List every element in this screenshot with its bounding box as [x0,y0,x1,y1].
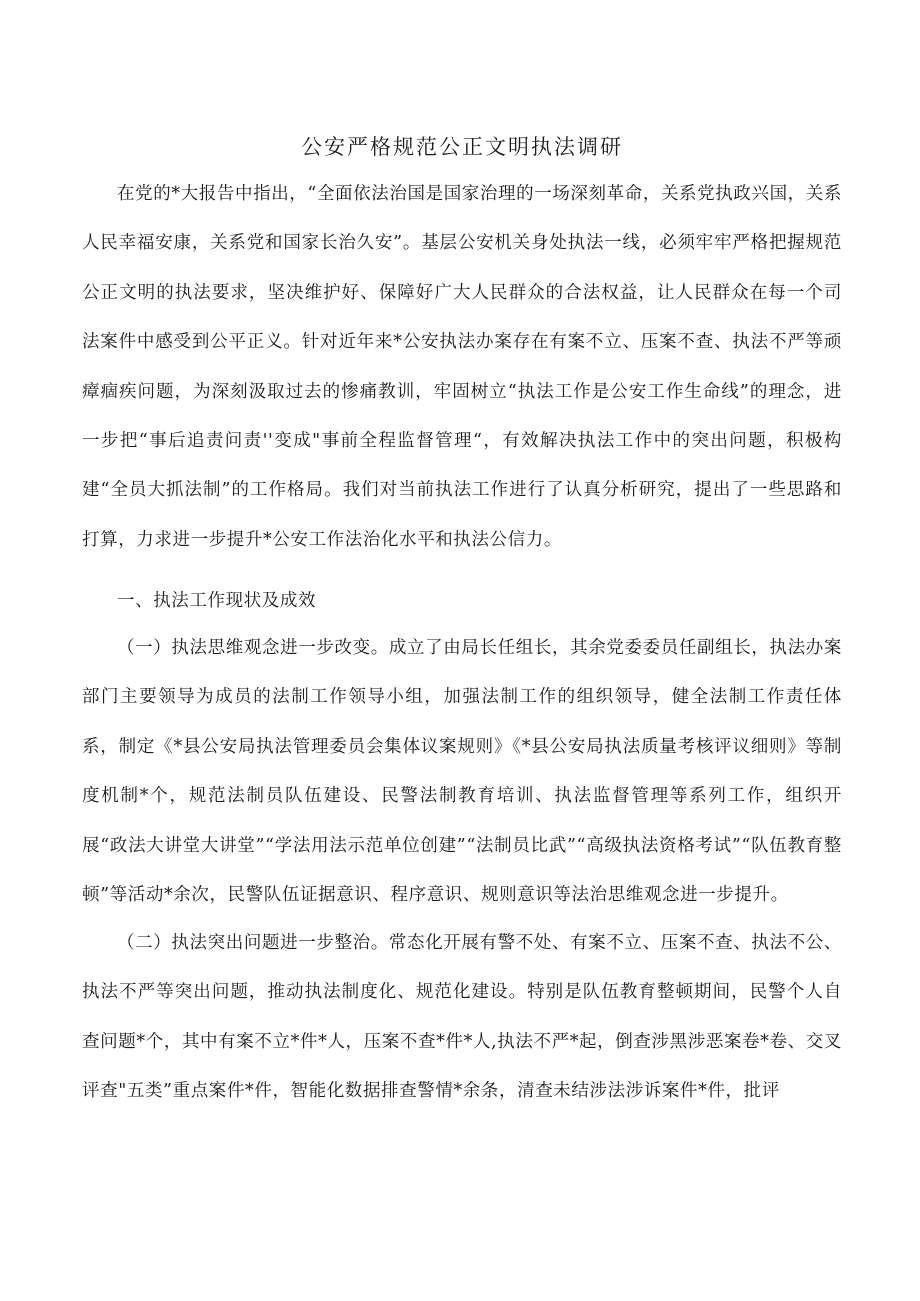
document-title: 公安严格规范公正文明执法调研 [301,135,623,159]
subsection-paragraph-2: （二）执法突出问题进一步整治。常态化开展有警不处、有案不立、压案不查、执法不公、执法不严等突出问题，推动执法制度化、规范化建设。特别是队伍教育整顿期间，民警个人自查问题*个，其中有案不立*件*人，压案不查*件*人,执法不严*起，倒查涉黑涉恶案卷*卷、交叉评查"五类”重点案件*件，智能化数据排查警情*余条，清查未结涉法涉诉案件*件，批评 [82,933,842,1102]
subsection-paragraph-1: （一）执法思维观念进一步改变。成立了由局长任组长，其余党委委员任副组长，执法办案部门主要领导为成员的法制工作领导小组，加强法制工作的组织领导，健全法制工作责任体系，制定《*县公安局执法管理委员会集体议案规则》《*县公安局执法质量考核评议细则》等制度机制*个，规范法制员队伍建设、民警法制教育培训、执法监督管理等系列工作，组织开展“政法大讲堂大讲堂”“学法用法示范单位创建”“法制员比武”“高级执法资格考试”“队伍教育整顿”等活动*余次，民警队伍证据意识、程序意识、规则意识等法治思维观念进一步提升。 [82,638,842,906]
intro-paragraph: 在党的*大报告中指出，“全面依法治国是国家治理的一场深刻革命，关系党执政兴国，关系人民幸福安康，关系党和国家长治久安”。基层公安机关身处执法一线，必须牢牢严格把握规范公正文明的执法要求，坚决维护好、保障好广大人民群众的合法权益，让人民群众在每一个司法案件中感受到公平正义。针对近年来*公安执法办案存在有案不立、压案不查、执法不严等顽瘴痼疾问题，为深刻汲取过去的惨痛教训，牢固树立“执法工作是公安工作生命线”的理念，进一步把“事后追责问责''变成"事前全程监督管理“，有效解决执法工作中的突出问题，积极构建“全员大抓法制”的工作格局。我们对当前执法工作进行了认真分析研究，提出了一些思路和打算，力求进一步提升*公安工作法治化水平和执法公信力。 [82,184,842,550]
section-heading: 一、执法工作现状及成效 [117,591,317,611]
